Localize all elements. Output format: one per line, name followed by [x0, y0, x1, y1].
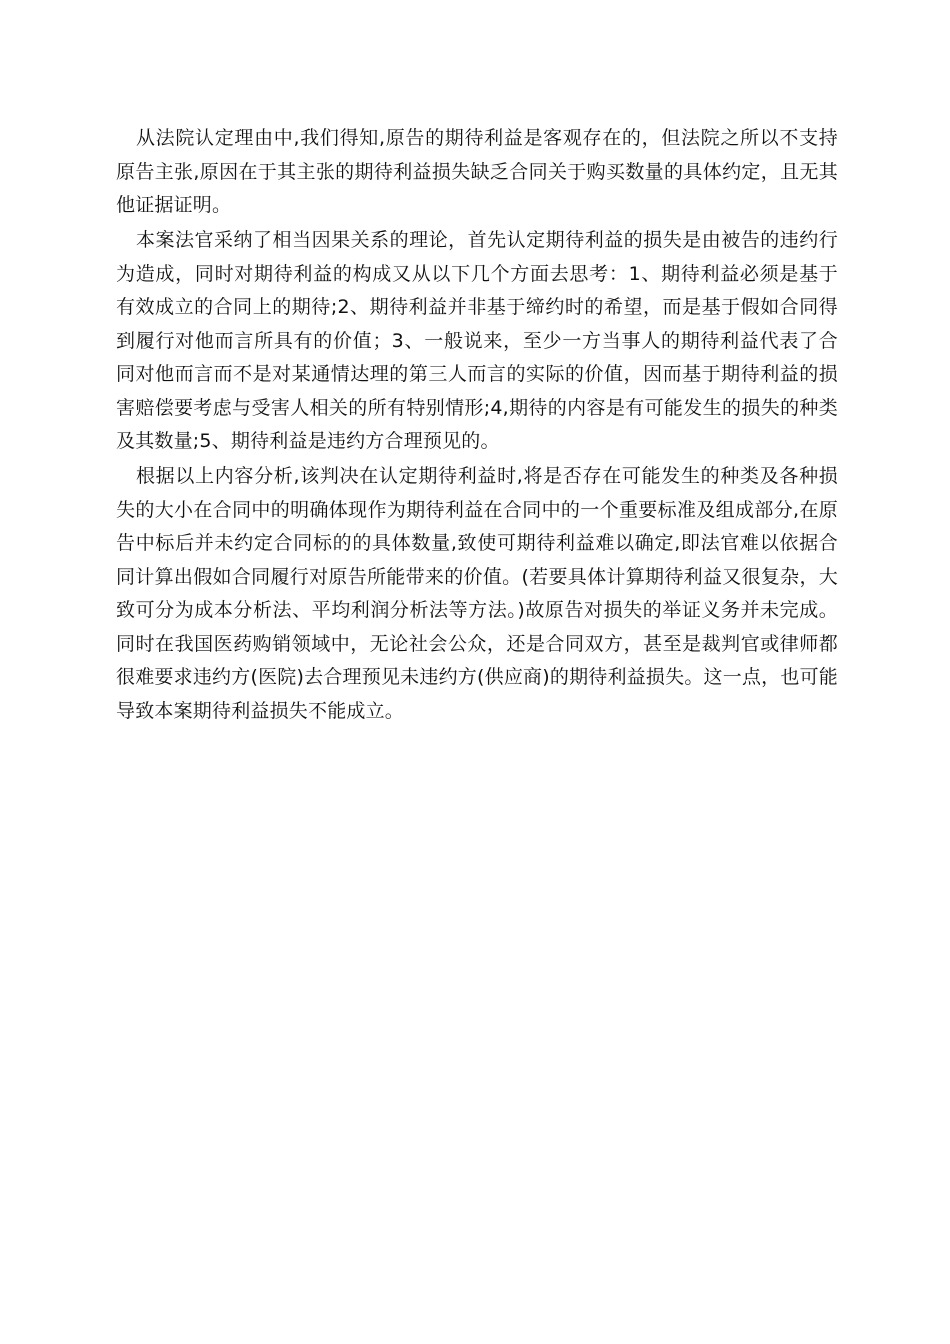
paragraph-causation-theory: 本案法官采纳了相当因果关系的理论，首先认定期待利益的损失是由被告的违约行为造成，同时对期待利益的构成又从以下几个方面去思考：1、期待利益必须是基于有效成立的合同上的期待;2、期待利益并非基于缔约时的希望，而是基于假如合同得到履行对他而言所具有的价值；3、一般说来，至少一方当事人的期待利益代表了合同对他而言而不是对某通情达理的第三人而言的实际的价值，因而基于期待利益的损害赔偿要考虑与受害人相关的所有特别情形;4,期待的内容是有可能发生的损失的种类及其数量;5、期待利益是违约方合理预见的。 [116, 229, 838, 452]
document-body [116, 122, 838, 730]
paragraph-analysis: 根据以上内容分析,该判决在认定期待利益时,将是否存在可能发生的种类及各种损失的大小在合同中的明确体现作为期待利益在合同中的一个重要标准及组成部分,在原告中标后并未约定合同标的的具体数量,致使可期待利益难以确定,即法官难以依据合同计算出假如合同履行对原告所能带来的价值。(若要具体计算期待利益又很复杂，大致可分为成本分析法、平均利润分析法等方法。)故原告对损失的举证义务并未完成。同时在我国医药购销领域中，无论社会公众，还是合同双方，甚至是裁判官或律师都很难要求违约方(医院)去合理预见未违约方(供应商)的期待利益损失。这一点，也可能导致本案期待利益损失不能成立。 [116, 465, 838, 722]
paragraph-court-reasoning: 从法院认定理由中,我们得知,原告的期待利益是客观存在的，但法院之所以不支持原告主张,原因在于其主张的期待利益损失缺乏合同关于购买数量的具体约定，且无其他证据证明。 [116, 127, 838, 216]
